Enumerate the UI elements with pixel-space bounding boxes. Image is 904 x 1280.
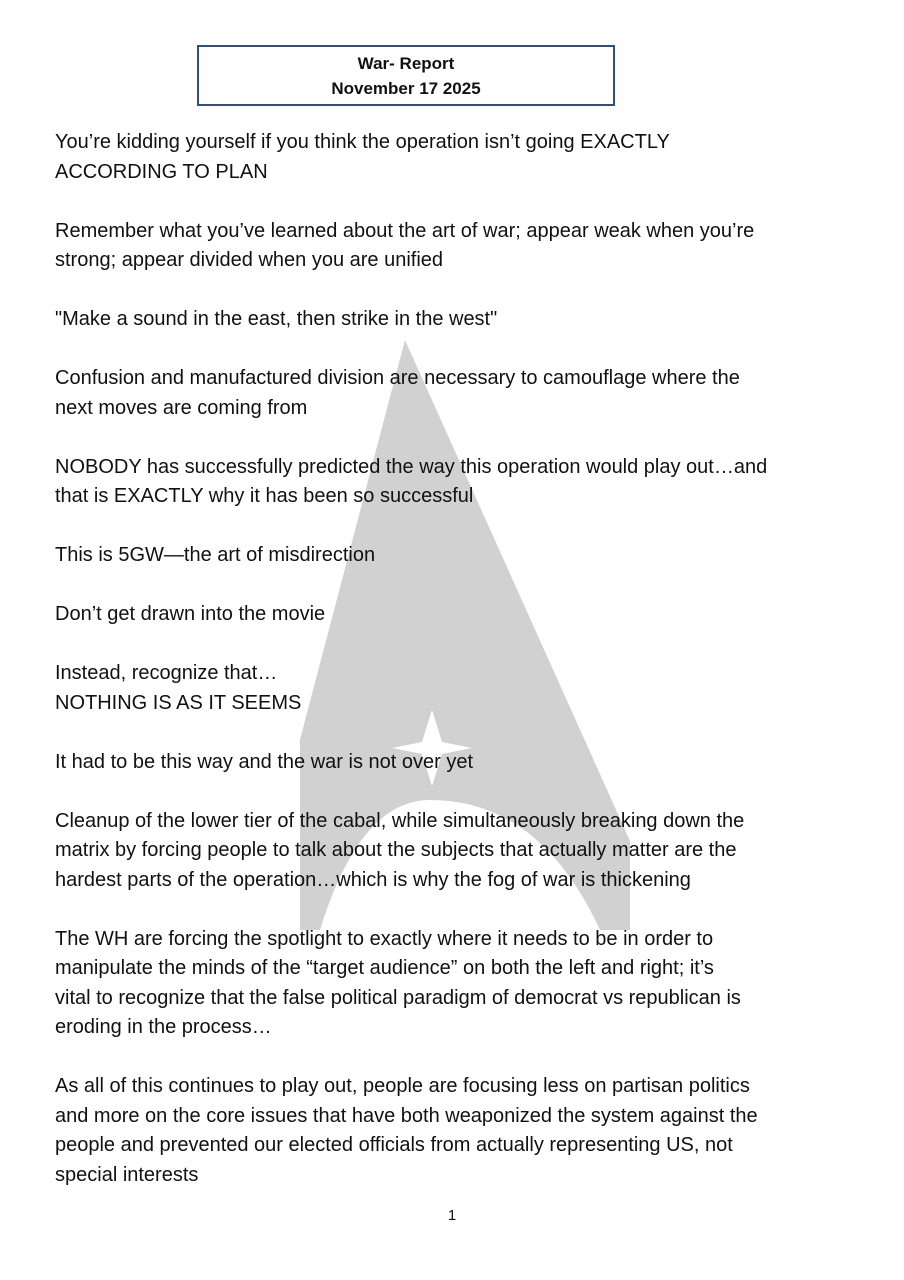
paragraph [55,453,865,512]
paragraph-line: and more on the core issues that have both weaponized the system against the [55,1104,758,1127]
paragraph [55,217,865,276]
paragraph-line: special interests [55,1163,199,1186]
paragraph [55,541,865,571]
paragraph-line: people and prevented our elected officials from actually representing US, not [55,1134,733,1156]
paragraph-line: This is 5GW—the art of misdirection [55,544,376,566]
paragraph-line: Confusion and manufactured division are necessary to camouflage where the [55,367,740,389]
paragraph-line: You’re kidding yourself if you think the operation isn’t going EXACTLY [55,131,670,153]
paragraph-line: "Make a sound in the east, then strike in the west" [55,308,498,330]
paragraph-line: NOTHING IS AS IT SEEMS [55,691,302,714]
paragraph [55,364,865,423]
paragraph-line: Don’t get drawn into the movie [55,603,326,625]
paragraph-line: NOBODY has successfully predicted the way this operation would play out…and [55,455,768,478]
paragraph-line: strong; appear divided when you are unified [55,249,444,271]
paragraph-line: Cleanup of the lower tier of the cabal, while simultaneously breaking down the [55,809,745,832]
report-header-box [197,45,615,106]
paragraph-line: Remember what you’ve learned about the art of war; appear weak when you’re [55,219,755,242]
paragraph-line: vital to recognize that the false political paradigm of democrat vs republican is [55,986,741,1009]
page-number: 1 [447,1207,457,1224]
report-title: War- Report [357,53,455,73]
report-body [55,128,865,1220]
report-date: November 17 2025 [331,78,481,98]
paragraph [55,600,865,630]
paragraph-line: matrix by forcing people to talk about the subjects that actually matter are the [55,839,737,861]
paragraph-line: As all of this continues to play out, people are focusing less on partisan politics [55,1075,750,1097]
paragraph-line: manipulate the minds of the “target audience” on both the left and right; it’s [55,957,714,979]
paragraph [55,128,865,187]
paragraph-line: that is EXACTLY why it has been so successful [55,485,474,507]
paragraph [55,748,865,778]
paragraph [55,1072,865,1190]
paragraph [55,807,865,896]
paragraph-line: eroding in the process… [55,1016,272,1038]
paragraph-line: ACCORDING TO PLAN [55,160,268,183]
paragraph-line: hardest parts of the operation…which is why the fog of war is thickening [55,868,691,891]
paragraph-line: Instead, recognize that… [55,662,278,684]
paragraph-line: The WH are forcing the spotlight to exactly where it needs to be in order to [55,927,714,950]
paragraph [55,659,865,718]
paragraph [55,925,865,1043]
paragraph [55,305,865,335]
paragraph-line: next moves are coming from [55,396,308,419]
paragraph-line: It had to be this way and the war is not over yet [55,750,474,773]
